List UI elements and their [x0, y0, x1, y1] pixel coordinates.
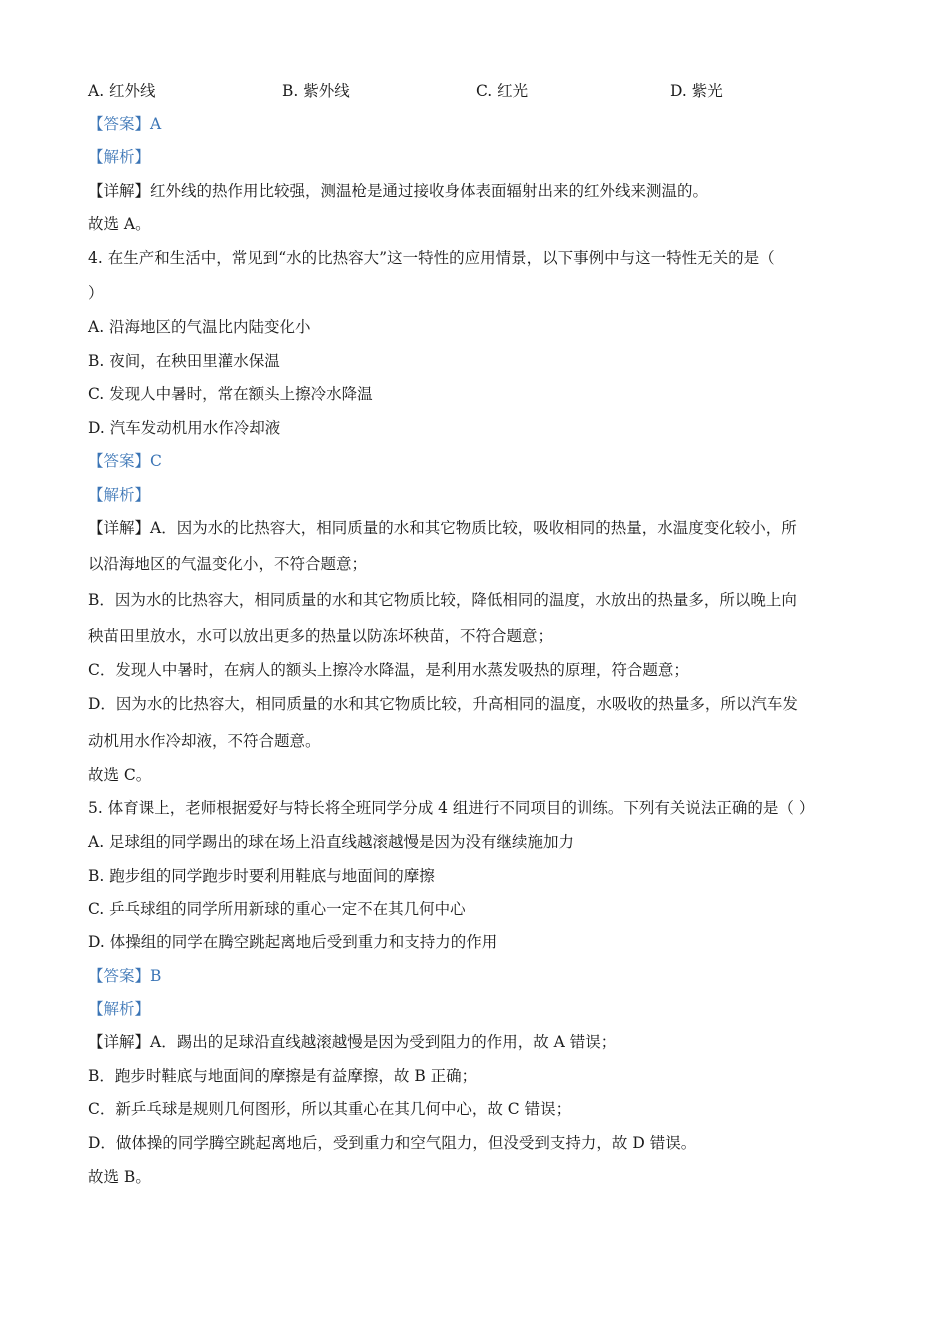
- q5-conclusion: 故选 B。: [88, 1168, 151, 1186]
- q5-detail-line: C．新乒乓球是规则几何图形，所以其重心在其几何中心，故 C 错误；: [88, 1100, 572, 1118]
- q3-option-b: B. 紫外线: [282, 82, 350, 100]
- q3-detail: 【详解】红外线的热作用比较强，测温枪是通过接收身体表面辐射出来的红外线来测温的。: [88, 182, 709, 200]
- q4-detail-line: D．因为水的比热容大，相同质量的水和其它物质比较，升高相同的温度，水吸收的热量多，所以汽车发: [88, 695, 798, 713]
- q4-detail-line: 以沿海地区的气温变化小，不符合题意；: [88, 555, 368, 573]
- q4-option-d: D. 汽车发动机用水作冷却液: [88, 419, 281, 437]
- q5-option-d: D. 体操组的同学在腾空跳起离地后受到重力和支持力的作用: [88, 933, 498, 951]
- q3-options-row: [0, 80, 950, 102]
- q3-conclusion: 故选 A。: [88, 215, 151, 233]
- q5-stem: 5. 体育课上，老师根据爱好与特长将全班同学分成 4 组进行不同项目的训练。下列有关说法正确的是（ ）: [88, 799, 815, 817]
- q3-option-c: C. 红光: [476, 82, 529, 100]
- q4-answer: 【答案】C: [88, 452, 162, 470]
- q3-answer: 【答案】A: [88, 115, 162, 133]
- q5-detail-line: B．跑步时鞋底与地面间的摩擦是有益摩擦，故 B 正确；: [88, 1067, 478, 1085]
- q3-option-d: D. 紫光: [670, 82, 723, 100]
- q5-detail-line: D．做体操的同学腾空跳起离地后，受到重力和空气阻力，但没受到支持力，故 D 错误。: [88, 1134, 697, 1152]
- q4-detail-line: 【详解】A．因为水的比热容大，相同质量的水和其它物质比较，吸收相同的热量，水温度变化较小，所: [88, 519, 797, 537]
- q5-detail-line: 【详解】A．踢出的足球沿直线越滚越慢是因为受到阻力的作用，故 A 错误；: [88, 1033, 617, 1051]
- q4-option-b: B. 夜间，在秧田里灌水保温: [88, 352, 280, 370]
- q5-answer: 【答案】B: [88, 967, 162, 985]
- q5-option-c: C. 乒乓球组的同学所用新球的重心一定不在其几何中心: [88, 900, 466, 918]
- q4-option-a: A. 沿海地区的气温比内陆变化小: [88, 318, 311, 336]
- q4-analysis-label: 【解析】: [88, 486, 151, 504]
- q4-option-c: C. 发现人中暑时，常在额头上擦冷水降温: [88, 385, 373, 403]
- q5-option-b: B. 跑步组的同学跑步时要利用鞋底与地面间的摩擦: [88, 867, 435, 885]
- q3-analysis-label: 【解析】: [88, 148, 151, 166]
- q5-analysis-label: 【解析】: [88, 1000, 151, 1018]
- q3-option-a: A. 红外线: [88, 82, 156, 100]
- q4-stem-line2: ）: [88, 284, 104, 302]
- q4-stem-line1: 4. 在生产和生活中，常见到“水的比热容大”这一特性的应用情景，以下事例中与这一特性无关的是（: [88, 249, 775, 267]
- q4-detail-line: 动机用水作冷却液，不符合题意。: [88, 732, 321, 750]
- q4-detail-line: B．因为水的比热容大，相同质量的水和其它物质比较，降低相同的温度，水放出的热量多，所以晚上向: [88, 591, 797, 609]
- q5-option-a: A. 足球组的同学踢出的球在场上沿直线越滚越慢是因为没有继续施加力: [88, 833, 575, 851]
- q4-detail-line: 秧苗田里放水，水可以放出更多的热量以防冻坏秧苗，不符合题意；: [88, 627, 554, 645]
- q4-conclusion: 故选 C。: [88, 766, 152, 784]
- q4-detail-line: C．发现人中暑时，在病人的额头上擦冷水降温，是利用水蒸发吸热的原理，符合题意；: [88, 661, 689, 679]
